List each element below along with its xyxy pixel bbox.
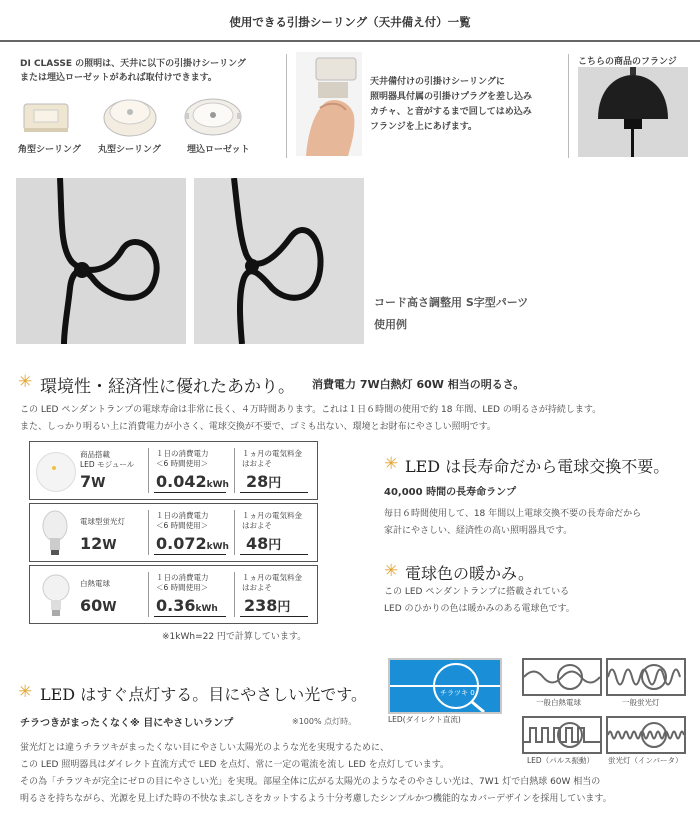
page-header <box>0 0 700 42</box>
install-text: 天井備付けの引掛けシーリングに 照明器具付属の引掛けプラグを差し込み カチャ、と音がするまで回してはめ込み フランジを上にあげます。 <box>370 77 533 132</box>
incandescent-bulb-icon <box>42 572 70 618</box>
led-direct-diagram <box>388 658 502 714</box>
cfl-bulb-icon <box>42 510 68 556</box>
install-photo <box>296 52 362 156</box>
rosette-label: 埋込ローゼット <box>187 145 250 155</box>
page-title: 使用できる引掛シーリング（天井備え付）一覧 <box>229 15 471 29</box>
inverter-wave-diagram <box>606 716 686 754</box>
flange-photo <box>578 67 688 157</box>
flicker-text-top: 蛍光灯とは違うチラツキがまったくない目にやさしい太陽光のような光を実現するために、 この LED 照明器具はダイレクト直流方式で LED を点灯、常に一定の電流を流し LED を点灯しています。 <box>20 743 449 770</box>
led-pulse-diagram <box>522 716 602 754</box>
round-ceiling-label: 丸型シーリング <box>98 145 161 155</box>
intro-text: DI CLASSE の照明は、天井に以下の引掛けシーリング または埋込ローゼットがあれば取付けできます。 <box>20 59 246 83</box>
warm-heading: 電球色の暖かみ。 <box>405 564 534 583</box>
eco-heading: 環境性・経済性に優れたあかり。 <box>40 377 295 397</box>
flicker-text-bottom: その為「チラツキが完全にゼロの目にやさしい光」を実現。部屋全体に広がる太陽光のようなそのやさしい光は、7W1 灯で白熱球 60W 相当の 明るさを持ちながら、光源を見上げた時の不快なまぶしさをカットするよう十分考慮したシンプルかつ機能的なカバーデザインを採用しています。 <box>20 777 612 804</box>
longlife-heading: LED は長寿命だから電球交換不要。 <box>405 457 670 476</box>
led-module-icon <box>36 452 76 492</box>
cord-photo-2 <box>194 178 364 344</box>
led-dot-icon <box>52 466 56 470</box>
comparison-row-incandescent: 白熱電球 60W １日の消費電力 ＜6 時間使用＞ 0.36kWh １ヵ月の電気料金 はおよそ 238円 <box>29 565 318 624</box>
warm-text: この LED ペンダントランプに搭載されている LED のひかりの色は暖かみのある電球色です。 <box>384 587 575 614</box>
sun-icon: ✳ <box>384 561 399 581</box>
eco-subheading: 消費電力 7W白熱灯 60W 相当の明るさ。 <box>312 378 525 391</box>
comparison-row-led: 商品搭載 LED モジュール 7W １日の消費電力 ＜6 時間使用＞ 0.042kWh １ヵ月の電気料金 はおよそ 28円 <box>29 441 318 500</box>
cord-photo-1 <box>16 178 186 344</box>
led-direct-caption: LED(ダイレクト直流) <box>388 715 461 724</box>
flicker-subheading: チラつきがまったくなく※ 目にやさしいランプ <box>20 718 234 729</box>
longlife-text: 毎日６時間使用して、18 年間以上電球交換不要の長寿命だから 家計にやさしい、経済性の高い照明器具です。 <box>384 509 642 536</box>
comparison-row-cfl: 電球型蛍光灯 12W １日の消費電力 ＜6 時間使用＞ 0.072kWh １ヵ月の電気料金 はおよそ 48円 <box>29 503 318 562</box>
sun-icon: ✳ <box>18 372 33 392</box>
flicker-heading: LED はすぐ点灯する。目にやさしい光です。 <box>40 685 367 704</box>
comparison-note: ※1kWh=22 円で計算しています。 <box>162 632 307 642</box>
flicker-zero-label: チラツキ 0 <box>440 689 475 697</box>
round-ceiling-icon <box>102 92 158 138</box>
inverter-wave-label: 蛍光灯（インバータ） <box>608 756 683 765</box>
eco-text: この LED ペンダントランプの電球寿命は非常に長く、４万時間あります。これは１日６時間の使用で約 18 年間、LED の明るさが持続します。 また、しっかり明るい上に消費電力が小さく、電球交換が不要で、ゴミも出ない、環境とお財布にやさしい照明です。 <box>20 405 602 432</box>
incandescent-wave-diagram <box>522 658 602 696</box>
square-ceiling-icon <box>22 100 70 134</box>
embedded-rosette-icon <box>183 93 243 137</box>
sun-icon: ✳ <box>18 682 33 702</box>
longlife-subheading: 40,000 時間の長寿命ランプ <box>384 487 517 498</box>
divider <box>568 54 569 158</box>
led-pulse-label: LED（パルス振動） <box>527 756 594 765</box>
incandescent-wave-label: 一般白熱電球 <box>536 698 581 707</box>
fluorescent-wave-diagram <box>606 658 686 696</box>
cord-caption: コード高さ調整用 S字型パーツ 使用例 <box>374 296 529 331</box>
square-ceiling-label: 角型シーリング <box>18 145 81 155</box>
sun-icon: ✳ <box>384 454 399 474</box>
flange-title: こちらの商品のフランジ <box>578 57 677 67</box>
flicker-footnote: ※100% 点灯時。 <box>292 717 357 726</box>
fluorescent-wave-label: 一般蛍光灯 <box>622 698 660 707</box>
divider <box>286 54 287 158</box>
